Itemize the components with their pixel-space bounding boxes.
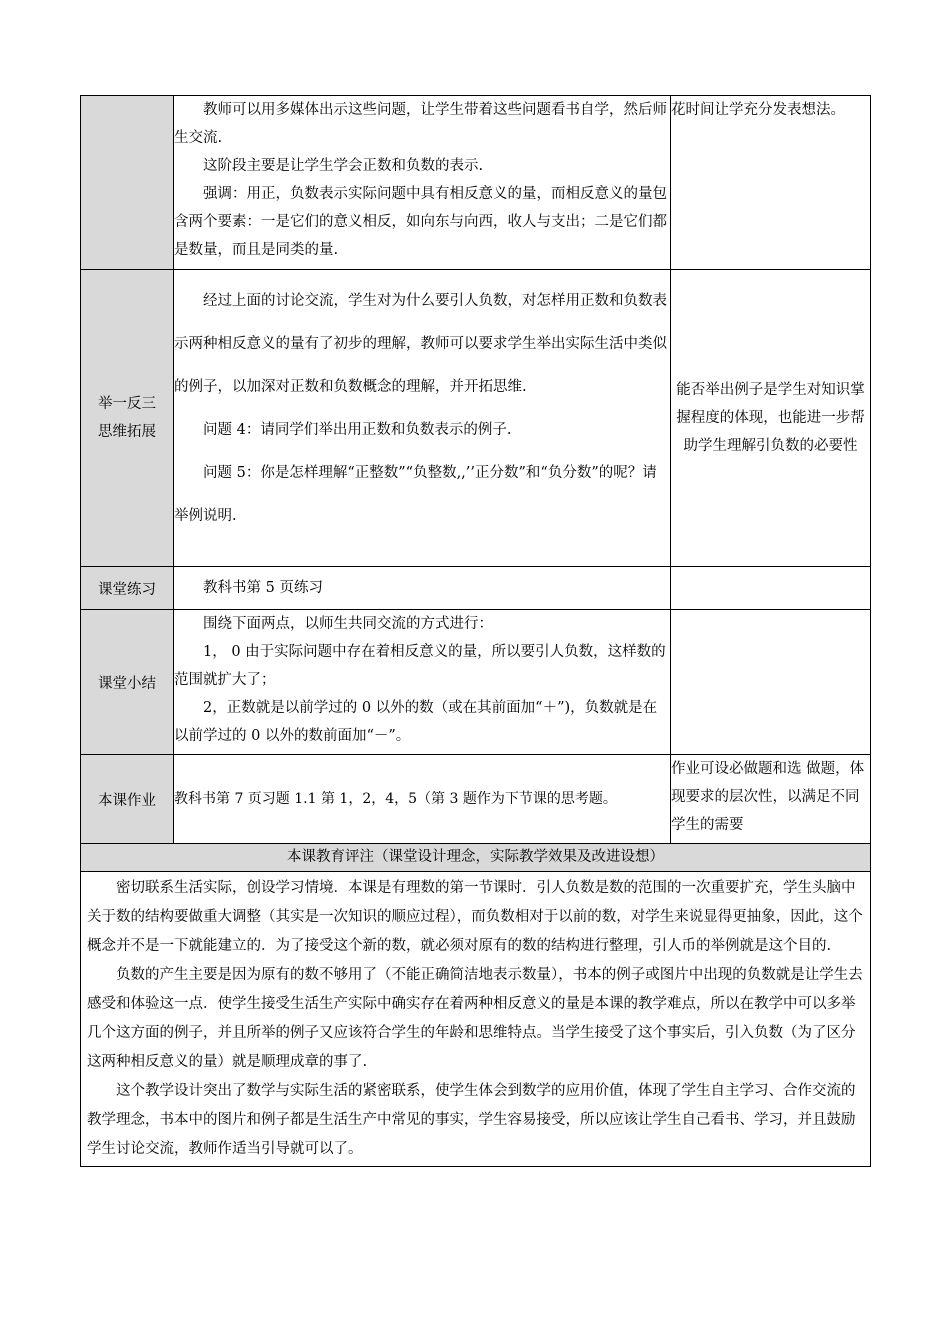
row-label <box>81 270 174 567</box>
paragraph: 这个教学设计突出了数学与实际生活的紧密联系，使学生体会到数学的应用价值，体现了学生自主学习、合作交流的教学理念，书本中的图片和例子都是生活生产中常见的事实，学生容易接受，所以应该让学生自己看书、学习，并且鼓励学生讨论交流，教师作适当引导就可以了。 <box>87 1083 856 1157</box>
paragraph: 强调：用正，负数表示实际问题中具有相反意义的量，而相反意义的量包含两个要素：一是它们的意义相反，如向东与向西，收人与支出；二是它们都是数量，而且是同类的量. <box>174 186 667 258</box>
paragraph: 教师可以用多媒体出示这些问题，让学生带着这些问题看书自学，然后师生交流. <box>174 102 667 146</box>
row-label: 课堂小结 <box>81 610 174 755</box>
row-note <box>671 270 871 567</box>
row-note <box>671 96 871 270</box>
table-row <box>81 872 871 1167</box>
paragraph: 问题 4：请同学们举出用正数和负数表示的例子. <box>203 422 512 438</box>
note-text: 作业可设必做题和选 做题，体现要求的层次性，以满足不同学生的需要 <box>671 761 865 833</box>
table-row <box>81 567 871 610</box>
paragraph: 2，正数就是以前学过的 0 以外的数（或在其前面加“＋”)，负数就是在以前学过的 0 以外的数前面加“－”。 <box>174 700 658 744</box>
paragraph: 1， 0 由于实际问题中存在着相反意义的量，所以要引人负数，这样数的范围就扩大了； <box>174 644 666 688</box>
comment-body <box>81 872 871 1167</box>
paragraph: 教科书第 7 页习题 1.1 第 1，2，4，5（第 3 题作为下节课的思考题。 <box>174 791 617 807</box>
comment-heading: 本课教育评注（课堂设计理念，实际教学效果及改进设想） <box>81 844 871 872</box>
row-note <box>671 567 871 610</box>
table-row <box>81 96 871 270</box>
row-content <box>174 567 671 610</box>
row-label-line: 举一反三 <box>98 396 156 412</box>
row-label <box>81 96 174 270</box>
row-content <box>174 96 671 270</box>
paragraph: 密切联系生活实际，创设学习情境．本课是有理数的第一节课时．引人负数是数的范围的一次重要扩充，学生头脑中关于数的结构要做重大调整（其实是一次知识的顺应过程），而负数相对于以前的数，对学生来说显得更抽象，因此，这个概念并不是一下就能建立的．为了接受这个新的数，就必须对原有的数的结构进行整理，引人币的举例就是这个目的. <box>87 880 863 954</box>
row-label: 本课作业 <box>81 755 174 844</box>
row-label-line: 思维拓展 <box>98 424 156 440</box>
row-content <box>174 270 671 567</box>
row-note <box>671 755 871 844</box>
row-content <box>174 755 671 844</box>
row-content <box>174 610 671 755</box>
row-label: 课堂练习 <box>81 567 174 610</box>
table-row <box>81 270 871 567</box>
table-row <box>81 610 871 755</box>
paragraph: 围绕下面两点，以师生共同交流的方式进行： <box>203 616 493 632</box>
table-row <box>81 844 871 872</box>
row-note <box>671 610 871 755</box>
paragraph: 问题 5：你是怎样理解“正整数”“负整数,,’’正分数”和“负分数”的呢？请举例说明. <box>174 465 657 524</box>
lesson-plan-table <box>80 95 871 1167</box>
table-row <box>81 755 871 844</box>
note-text: 花时间让学充分发表想法。 <box>671 102 845 118</box>
paragraph: 教科书第 5 页练习 <box>203 580 323 596</box>
paragraph: 经过上面的讨论交流，学生对为什么要引人负数，对怎样用正数和负数表示两种相反意义的量有了初步的理解，教师可以要求学生举出实际生活中类似的例子，以加深对正数和负数概念的理解，并开拓思维. <box>174 293 667 395</box>
paragraph: 负数的产生主要是因为原有的数不够用了（不能正确简洁地表示数量），书本的例子或图片中出现的负数就是让学生去感受和体验这一点．使学生接受生活生产实际中确实存在着两种相反意义的量是本课的教学难点，所以在教学中可以多举几个这方面的例子，并且所举的例子又应该符合学生的年龄和思维特点。当学生接受了这个事实后，引入负数（为了区分这两种相反意义的量）就是顺理成章的事了. <box>87 967 863 1070</box>
paragraph: 这阶段主要是让学生学会正数和负数的表示. <box>203 158 484 174</box>
note-text: 能否举出例子是学生对知识掌握程度的体现，也能进一步帮助学生理解引负数的必要性 <box>676 382 865 454</box>
